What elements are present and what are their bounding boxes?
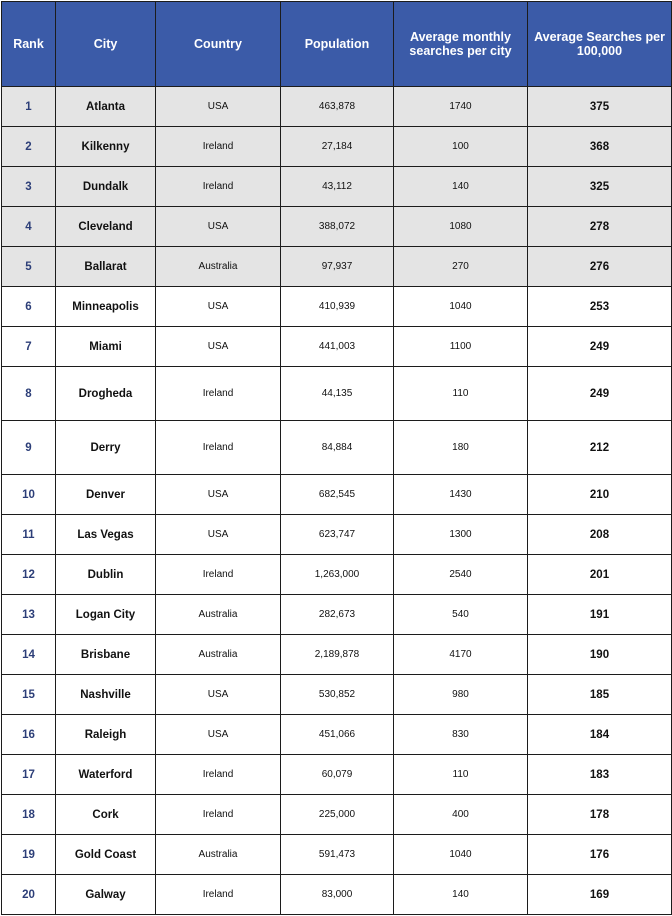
cell-searches-per-100k: 183: [528, 755, 672, 795]
cell-rank: 11: [2, 515, 56, 555]
cell-searches-per-100k: 191: [528, 595, 672, 635]
cell-city: Dublin: [56, 555, 156, 595]
cell-population: 60,079: [281, 755, 394, 795]
cell-city: Raleigh: [56, 715, 156, 755]
cell-rank: 6: [2, 287, 56, 327]
cell-searches-per-100k: 201: [528, 555, 672, 595]
cell-country: Ireland: [156, 421, 281, 475]
cell-searches-per-100k: 249: [528, 367, 672, 421]
cell-rank: 19: [2, 835, 56, 875]
cell-population: 2,189,878: [281, 635, 394, 675]
cell-monthly-searches: 830: [394, 715, 528, 755]
cell-monthly-searches: 1300: [394, 515, 528, 555]
cell-population: 27,184: [281, 127, 394, 167]
cell-population: 225,000: [281, 795, 394, 835]
cell-country: USA: [156, 327, 281, 367]
cell-country: Australia: [156, 247, 281, 287]
cell-city: Brisbane: [56, 635, 156, 675]
cell-city: Galway: [56, 875, 156, 915]
cell-city: Las Vegas: [56, 515, 156, 555]
cell-country: USA: [156, 287, 281, 327]
cell-city: Gold Coast: [56, 835, 156, 875]
header-row: [2, 2, 672, 87]
cell-rank: 5: [2, 247, 56, 287]
cell-rank: 3: [2, 167, 56, 207]
table-row: [2, 247, 672, 287]
table-row: [2, 795, 672, 835]
cell-searches-per-100k: 212: [528, 421, 672, 475]
cell-searches-per-100k: 185: [528, 675, 672, 715]
table-row: [2, 675, 672, 715]
table-row: [2, 421, 672, 475]
cell-monthly-searches: 100: [394, 127, 528, 167]
table-row: [2, 555, 672, 595]
cell-searches-per-100k: 169: [528, 875, 672, 915]
cell-city: Kilkenny: [56, 127, 156, 167]
cell-searches-per-100k: 208: [528, 515, 672, 555]
cell-monthly-searches: 980: [394, 675, 528, 715]
header-population: Population: [281, 2, 394, 87]
cell-searches-per-100k: 253: [528, 287, 672, 327]
cell-monthly-searches: 4170: [394, 635, 528, 675]
table-row: [2, 595, 672, 635]
cell-monthly-searches: 1080: [394, 207, 528, 247]
cell-city: Derry: [56, 421, 156, 475]
table-row: [2, 875, 672, 915]
cell-monthly-searches: 1740: [394, 87, 528, 127]
cell-population: 623,747: [281, 515, 394, 555]
cell-searches-per-100k: 278: [528, 207, 672, 247]
table-row: [2, 515, 672, 555]
cell-population: 1,263,000: [281, 555, 394, 595]
cell-rank: 13: [2, 595, 56, 635]
rankings-table: [1, 1, 672, 915]
table-row: [2, 755, 672, 795]
cell-searches-per-100k: 178: [528, 795, 672, 835]
table-row: [2, 367, 672, 421]
cell-city: Atlanta: [56, 87, 156, 127]
cell-country: Ireland: [156, 555, 281, 595]
cell-country: Australia: [156, 835, 281, 875]
cell-population: 282,673: [281, 595, 394, 635]
cell-monthly-searches: 180: [394, 421, 528, 475]
cell-monthly-searches: 110: [394, 367, 528, 421]
cell-monthly-searches: 1100: [394, 327, 528, 367]
cell-country: USA: [156, 675, 281, 715]
table-row: [2, 475, 672, 515]
cell-monthly-searches: 1040: [394, 835, 528, 875]
cell-city: Miami: [56, 327, 156, 367]
cell-rank: 15: [2, 675, 56, 715]
header-city: City: [56, 2, 156, 87]
cell-country: USA: [156, 715, 281, 755]
cell-searches-per-100k: 184: [528, 715, 672, 755]
cell-population: 451,066: [281, 715, 394, 755]
cell-country: USA: [156, 87, 281, 127]
cell-rank: 14: [2, 635, 56, 675]
cell-population: 44,135: [281, 367, 394, 421]
table-row: [2, 635, 672, 675]
cell-rank: 4: [2, 207, 56, 247]
cell-population: 43,112: [281, 167, 394, 207]
table-row: [2, 127, 672, 167]
cell-rank: 10: [2, 475, 56, 515]
cell-rank: 8: [2, 367, 56, 421]
header-monthly-searches: Average monthly searches per city: [394, 2, 528, 87]
table-body: [2, 87, 672, 915]
cell-searches-per-100k: 249: [528, 327, 672, 367]
table-row: [2, 327, 672, 367]
table-row: [2, 287, 672, 327]
table-header: [2, 2, 672, 87]
cell-monthly-searches: 2540: [394, 555, 528, 595]
cell-population: 441,003: [281, 327, 394, 367]
cell-city: Dundalk: [56, 167, 156, 207]
cell-searches-per-100k: 375: [528, 87, 672, 127]
cell-country: Ireland: [156, 167, 281, 207]
cell-searches-per-100k: 210: [528, 475, 672, 515]
cell-city: Logan City: [56, 595, 156, 635]
cell-rank: 18: [2, 795, 56, 835]
cell-city: Denver: [56, 475, 156, 515]
cell-city: Cleveland: [56, 207, 156, 247]
table-row: [2, 87, 672, 127]
cell-searches-per-100k: 325: [528, 167, 672, 207]
cell-rank: 12: [2, 555, 56, 595]
header-country: Country: [156, 2, 281, 87]
cell-country: Ireland: [156, 367, 281, 421]
cell-city: Waterford: [56, 755, 156, 795]
cell-rank: 7: [2, 327, 56, 367]
cell-monthly-searches: 1040: [394, 287, 528, 327]
cell-searches-per-100k: 368: [528, 127, 672, 167]
cell-rank: 17: [2, 755, 56, 795]
cell-population: 410,939: [281, 287, 394, 327]
cell-country: USA: [156, 475, 281, 515]
cell-searches-per-100k: 190: [528, 635, 672, 675]
cell-searches-per-100k: 176: [528, 835, 672, 875]
cell-city: Drogheda: [56, 367, 156, 421]
cell-monthly-searches: 540: [394, 595, 528, 635]
cell-rank: 16: [2, 715, 56, 755]
cell-population: 388,072: [281, 207, 394, 247]
cell-city: Nashville: [56, 675, 156, 715]
table-row: [2, 715, 672, 755]
cell-rank: 1: [2, 87, 56, 127]
table-row: [2, 835, 672, 875]
cell-population: 83,000: [281, 875, 394, 915]
cell-population: 84,884: [281, 421, 394, 475]
cell-population: 530,852: [281, 675, 394, 715]
cell-population: 682,545: [281, 475, 394, 515]
cell-city: Cork: [56, 795, 156, 835]
cell-country: Australia: [156, 635, 281, 675]
cell-searches-per-100k: 276: [528, 247, 672, 287]
cell-monthly-searches: 1430: [394, 475, 528, 515]
cell-monthly-searches: 400: [394, 795, 528, 835]
cell-country: Australia: [156, 595, 281, 635]
cell-monthly-searches: 140: [394, 875, 528, 915]
cell-population: 463,878: [281, 87, 394, 127]
cell-city: Minneapolis: [56, 287, 156, 327]
header-rank: Rank: [2, 2, 56, 87]
table-row: [2, 207, 672, 247]
cell-rank: 9: [2, 421, 56, 475]
cell-city: Ballarat: [56, 247, 156, 287]
cell-monthly-searches: 110: [394, 755, 528, 795]
table-row: [2, 167, 672, 207]
cell-country: Ireland: [156, 127, 281, 167]
cell-monthly-searches: 270: [394, 247, 528, 287]
header-searches-per-100k: Average Searches per 100,000: [528, 2, 672, 87]
cell-population: 591,473: [281, 835, 394, 875]
cell-country: USA: [156, 207, 281, 247]
cell-population: 97,937: [281, 247, 394, 287]
cell-monthly-searches: 140: [394, 167, 528, 207]
cell-country: Ireland: [156, 755, 281, 795]
cell-rank: 20: [2, 875, 56, 915]
cell-rank: 2: [2, 127, 56, 167]
cell-country: Ireland: [156, 795, 281, 835]
cell-country: Ireland: [156, 875, 281, 915]
cell-country: USA: [156, 515, 281, 555]
